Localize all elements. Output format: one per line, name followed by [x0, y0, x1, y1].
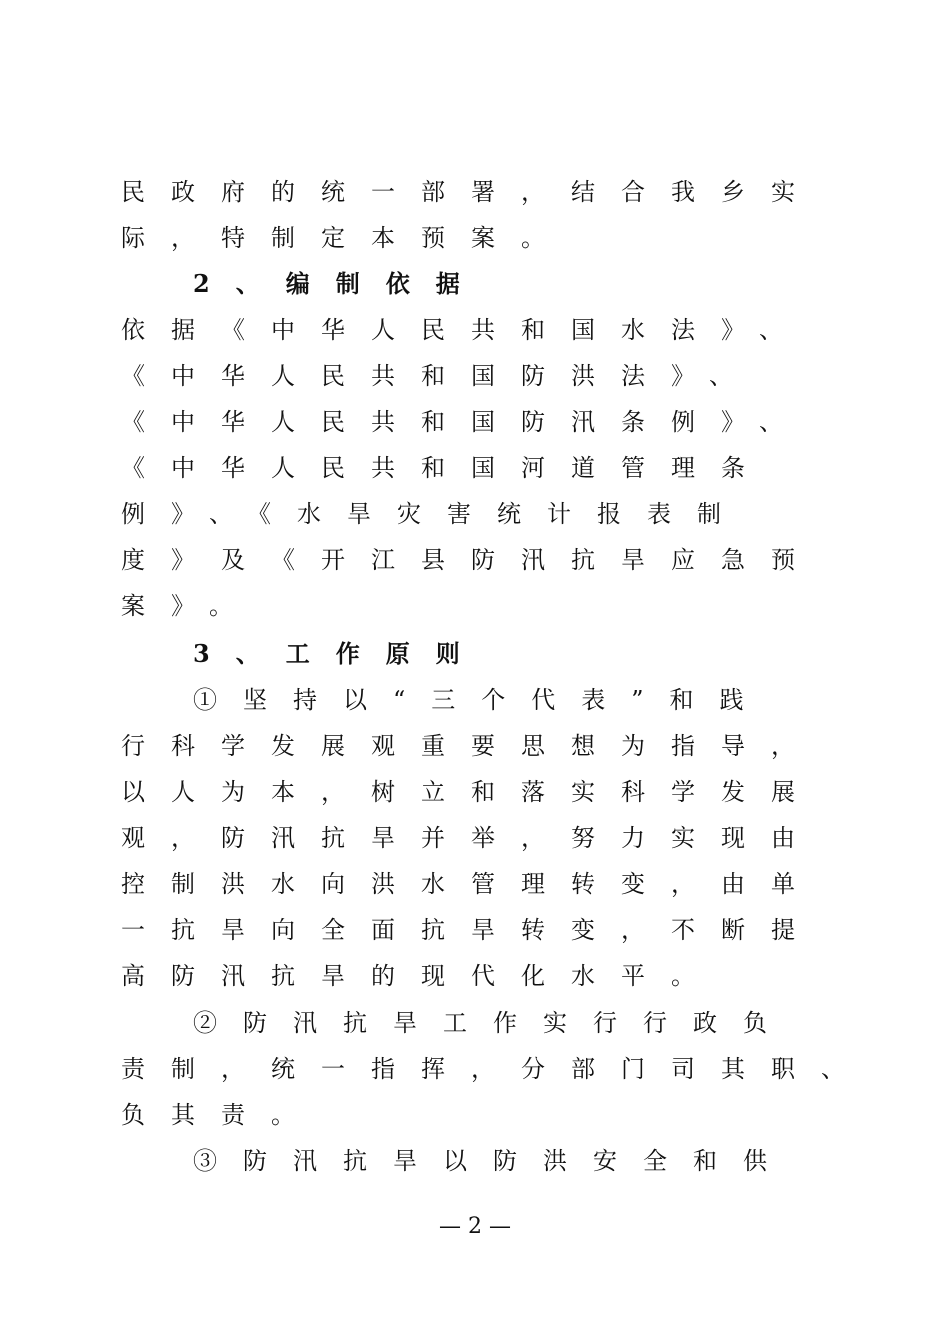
body-text-line: ③防汛抗旱以防洪安全和供	[193, 1147, 793, 1175]
body-text-line: 控制洪水向洪水管理转变，由单	[121, 870, 821, 898]
body-text-line: 度》及《开江县防汛抗旱应急预	[121, 546, 821, 574]
body-text-line: ②防汛抗旱工作实行行政负	[193, 1009, 793, 1037]
body-text-line: 《中华人民共和国防汛条例》、	[121, 408, 809, 436]
body-text-line: 高防汛抗旱的现代化水平。	[121, 962, 721, 990]
body-text-line: 际，特制定本预案。	[121, 224, 571, 252]
body-text-line: 案》。	[121, 592, 259, 620]
body-text-line: 一抗旱向全面抗旱转变，不断提	[121, 916, 821, 944]
body-text-line: 行科学发展观重要思想为指导，	[121, 732, 821, 760]
section-heading-principles: 3、工作原则	[193, 639, 486, 668]
body-text-line: 以人为本，树立和落实科学发展	[121, 778, 821, 806]
body-text-line: ①坚持以“三个代表”和践	[193, 686, 770, 714]
body-text-line: 责制，统一指挥，分部门司其职、	[121, 1055, 871, 1083]
body-text-line: 依据《中华人民共和国水法》、	[121, 316, 809, 344]
body-text-line: 《中华人民共和国河道管理条	[121, 454, 771, 482]
body-text-line: 《中华人民共和国防洪法》、	[121, 362, 759, 390]
body-text-line: 观，防汛抗旱并举，努力实现由	[121, 824, 821, 852]
page-number: — 2 —	[439, 1214, 511, 1239]
body-text-line: 例》、《水旱灾害统计报表制	[121, 500, 747, 528]
body-text-line: 负其责。	[121, 1101, 321, 1129]
body-text-line: 民政府的统一部署，结合我乡实	[121, 178, 821, 206]
section-heading-basis: 2、编制依据	[193, 269, 486, 298]
